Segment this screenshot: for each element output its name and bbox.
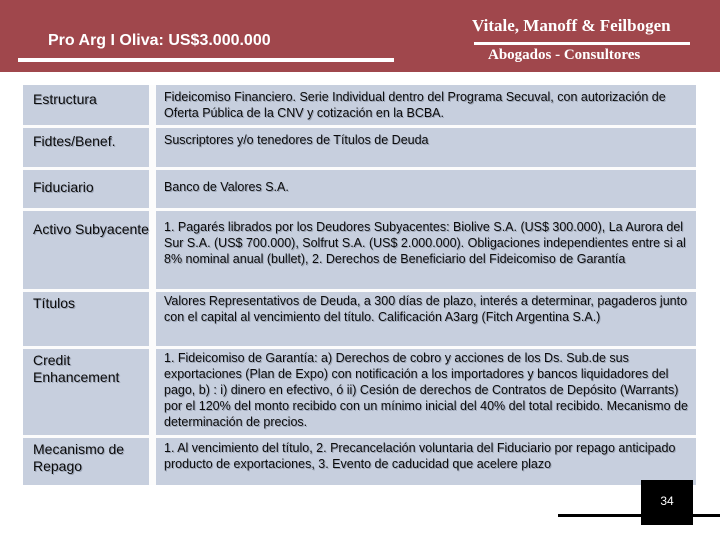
deal-title: Pro Arg I Oliva: US$3.000.000 [48, 32, 271, 49]
firm-subtitle: Abogados - Consultores [488, 47, 641, 63]
row-label: Fidtes/Benef. [23, 128, 149, 167]
header-bar [0, 0, 720, 72]
row-value: 1. Fideicomiso de Garantía: a) Derechos de cobro y acciones de los Ds. Sub.de sus exportaciones (Plan de Expo) con notificación a los importadores y bancos liquidadores del pago, b) : i) dinero en efectivo, ó ii) Cesión de derechos de Contratos de Depósito (Warrants) por el 120% del monto recibido con un mínimo inicial del 40% del total recibido. Mecanismo de determinación de precios. [156, 349, 696, 435]
row-label: Títulos [23, 292, 149, 346]
table-row [23, 85, 696, 125]
terms-table [23, 85, 696, 485]
table-row [23, 438, 696, 485]
table-row [23, 292, 696, 346]
row-value: Suscriptores y/o tenedores de Títulos de Deuda [156, 128, 696, 167]
row-value: 1. Pagarés librados por los Deudores Subyacentes: Biolive S.A. (US$ 300.000), La Aurora del Sur S.A. (US$ 700.000), Solfrut S.A. (US$ 2.000.000). Obligaciones independientes entre si al 8% nominal anual (bullet), 2. Derechos de Beneficiario del Fideicomiso de Garantía [156, 211, 696, 289]
row-label: Fiduciario [23, 170, 149, 208]
table-row [23, 211, 696, 289]
title-underline [18, 58, 394, 62]
row-value: Fideicomiso Financiero. Serie Individual dentro del Programa Secuval, con autorización de Oferta Pública de la CNV y cotización en la BCBA. [156, 85, 696, 125]
table-row [23, 170, 696, 208]
row-label: Activo Subyacente [23, 211, 149, 289]
firm-divider [474, 42, 690, 45]
table-row [23, 349, 696, 435]
row-value: Valores Representativos de Deuda, a 300 días de plazo, interés a determinar, pagaderos junto con el capital al vencimiento del título. Calificación A3arg (Fitch Argentina S.A.) [156, 292, 696, 346]
row-label: Estructura [23, 85, 149, 125]
row-value: 1. Al vencimiento del título, 2. Precancelación voluntaria del Fiduciario por repago anticipado producto de exportaciones, 3. Evento de caducidad que acelere plazo [156, 438, 696, 485]
firm-name: Vitale, Manoff & Feilbogen [472, 16, 671, 35]
page-number: 34 [660, 494, 674, 508]
row-label: Credit Enhancement [23, 349, 149, 435]
footer-rule [558, 514, 720, 517]
row-value: Banco de Valores S.A. [156, 170, 696, 208]
table-row [23, 128, 696, 167]
row-label: Mecanismo de Repago [23, 438, 149, 485]
